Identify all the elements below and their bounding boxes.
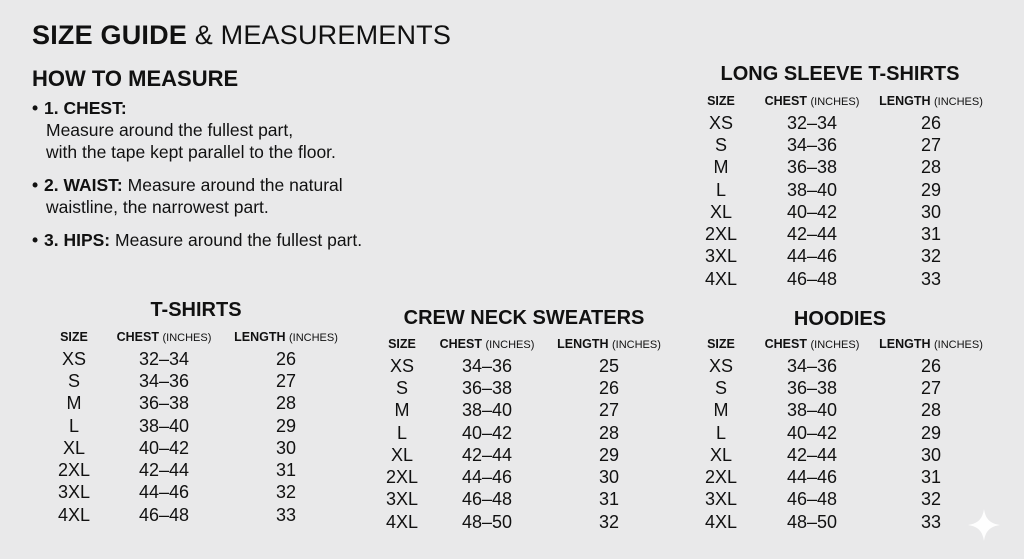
size-cell: 4XL: [704, 268, 738, 289]
length-cell: 29: [598, 444, 620, 465]
chest-cell: 34–36: [138, 370, 190, 391]
size-cell: 4XL: [57, 504, 91, 525]
tip-hips: [32, 229, 362, 251]
length-cell: 26: [275, 348, 297, 369]
size-cell: S: [714, 134, 727, 155]
page-title-rest: & MEASUREMENTS: [194, 20, 452, 50]
table-row: [48, 393, 344, 415]
tshirts-table: [48, 299, 344, 526]
chest-cell: 42–44: [138, 460, 190, 481]
page-title-strong: SIZE GUIDE: [32, 20, 188, 50]
header-row: [48, 326, 344, 348]
table-row: [382, 422, 666, 444]
length-column-header: [228, 326, 344, 348]
table-row: [696, 377, 984, 399]
chest-cell: 42–44: [786, 224, 838, 245]
chest-column-header: [422, 333, 552, 355]
size-column-header: SIZE: [707, 94, 735, 108]
length-cell: 27: [920, 134, 942, 155]
chest-cell: 40–42: [786, 201, 838, 222]
chest-header-label: CHEST: [116, 330, 159, 344]
chest-column-header: [746, 333, 878, 355]
header-row: [382, 333, 666, 355]
chest-cell: 40–42: [461, 422, 513, 443]
table-row: [696, 444, 984, 466]
bullet-icon: •: [32, 230, 39, 250]
tip-chest: [32, 97, 362, 163]
crew-neck-table: [382, 307, 666, 533]
chest-cell: 48–50: [786, 511, 838, 532]
table-title: CREW NECK SWEATERS: [403, 307, 645, 329]
table-row: [48, 437, 344, 459]
chest-cell: 44–46: [786, 246, 838, 267]
length-cell: 28: [275, 393, 297, 414]
size-cell: L: [715, 179, 726, 200]
size-cell: XS: [61, 348, 86, 369]
size-cell: M: [66, 393, 82, 414]
length-cell: 30: [275, 437, 297, 458]
hoodies-table: [696, 308, 984, 533]
unit-label: (INCHES): [810, 339, 860, 351]
table-row: [696, 246, 984, 268]
header-row: [696, 90, 984, 112]
chest-cell: 42–44: [786, 444, 838, 465]
size-cell: M: [394, 400, 410, 421]
length-cell: 32: [920, 489, 942, 510]
size-cell: XL: [390, 444, 414, 465]
size-cell: XL: [709, 201, 733, 222]
table-title: T-SHIRTS: [150, 299, 242, 321]
table-row: [48, 482, 344, 504]
chest-cell: 38–40: [461, 400, 513, 421]
table-row: [382, 489, 666, 511]
unit-label: (INCHES): [288, 332, 338, 344]
table-row: [48, 348, 344, 370]
tip-waist: [32, 174, 362, 218]
chest-cell: 44–46: [138, 482, 190, 503]
size-cell: L: [68, 415, 79, 436]
chest-cell: 36–38: [786, 157, 838, 178]
length-header-label: LENGTH: [879, 337, 931, 351]
tip-line: Measure around the fullest part.: [115, 230, 363, 250]
length-cell: 25: [598, 355, 620, 376]
table-row: [382, 400, 666, 422]
size-cell: S: [714, 377, 727, 398]
size-cell: XS: [708, 112, 733, 133]
chest-cell: 40–42: [786, 422, 838, 443]
length-cell: 27: [598, 400, 620, 421]
unit-label: (INCHES): [810, 96, 860, 108]
chest-cell: 44–46: [786, 467, 838, 488]
chest-cell: 44–46: [461, 467, 513, 488]
tip-title: 1. CHEST:: [44, 98, 127, 118]
tip-line: Measure around the fullest part,: [46, 120, 294, 140]
table-row: [696, 355, 984, 377]
length-cell: 32: [275, 482, 297, 503]
sparkle-icon: [966, 507, 1002, 543]
table-row: [48, 459, 344, 481]
length-column-header: [878, 90, 984, 112]
length-cell: 28: [598, 422, 620, 443]
length-cell: 30: [920, 201, 942, 222]
chest-cell: 34–36: [786, 355, 838, 376]
unit-label: (INCHES): [611, 339, 661, 351]
size-cell: L: [715, 422, 726, 443]
length-column-header: [552, 333, 666, 355]
page-title: [32, 20, 451, 51]
header-row: [696, 333, 984, 355]
table-row: [382, 355, 666, 377]
length-cell: 28: [920, 400, 942, 421]
table-row: [696, 223, 984, 245]
chest-cell: 42–44: [461, 444, 513, 465]
chest-cell: 38–40: [786, 400, 838, 421]
length-column-header: [878, 333, 984, 355]
unit-label: (INCHES): [162, 332, 212, 344]
size-cell: 3XL: [57, 482, 91, 503]
table-row: [696, 157, 984, 179]
size-column-header: SIZE: [388, 337, 416, 351]
size-cell: 2XL: [385, 467, 419, 488]
table-row: [382, 444, 666, 466]
size-cell: 2XL: [57, 460, 91, 481]
length-header-label: LENGTH: [557, 337, 609, 351]
chest-header-label: CHEST: [764, 337, 807, 351]
length-cell: 32: [598, 511, 620, 532]
table-row: [48, 415, 344, 437]
long-sleeve-table: [696, 63, 984, 290]
table-row: [696, 400, 984, 422]
chest-cell: 46–48: [461, 489, 513, 510]
unit-label: (INCHES): [933, 96, 983, 108]
length-header-label: LENGTH: [879, 94, 931, 108]
tip-line: with the tape kept parallel to the floor.: [46, 142, 336, 162]
size-cell: M: [713, 157, 729, 178]
chest-column-header: [746, 90, 878, 112]
length-cell: 29: [275, 415, 297, 436]
size-cell: 4XL: [385, 511, 419, 532]
chest-cell: 46–48: [786, 489, 838, 510]
chest-cell: 36–38: [786, 377, 838, 398]
length-cell: 26: [920, 112, 942, 133]
table-row: [382, 511, 666, 533]
table-title: HOODIES: [793, 308, 887, 330]
chest-cell: 32–34: [786, 112, 838, 133]
tip-title: 3. HIPS:: [44, 230, 111, 250]
bullet-icon: •: [32, 175, 39, 195]
length-cell: 27: [920, 377, 942, 398]
size-cell: XL: [709, 444, 733, 465]
size-cell: S: [67, 370, 80, 391]
table-row: [382, 466, 666, 488]
length-cell: 33: [920, 268, 942, 289]
chest-cell: 46–48: [138, 504, 190, 525]
chest-cell: 36–38: [138, 393, 190, 414]
unit-label: (INCHES): [485, 339, 535, 351]
table-row: [696, 179, 984, 201]
chest-header-label: CHEST: [764, 94, 807, 108]
table-row: [696, 268, 984, 290]
chest-cell: 32–34: [138, 348, 190, 369]
length-cell: 27: [275, 370, 297, 391]
length-cell: 33: [275, 504, 297, 525]
length-cell: 28: [920, 157, 942, 178]
table-row: [696, 489, 984, 511]
chest-cell: 46–48: [786, 268, 838, 289]
length-cell: 30: [598, 467, 620, 488]
size-cell: 3XL: [385, 489, 419, 510]
size-cell: XS: [389, 355, 414, 376]
length-cell: 32: [920, 246, 942, 267]
size-cell: M: [713, 400, 729, 421]
bullet-icon: •: [32, 98, 39, 118]
chest-cell: 40–42: [138, 437, 190, 458]
length-cell: 31: [598, 489, 620, 510]
size-cell: S: [395, 377, 408, 398]
chest-cell: 34–36: [461, 355, 513, 376]
how-to-measure-heading: HOW TO MEASURE: [32, 66, 239, 91]
tip-line: waistline, the narrowest part.: [46, 197, 269, 217]
table-row: [696, 112, 984, 134]
size-table-grid: [696, 333, 984, 533]
length-header-label: LENGTH: [234, 330, 286, 344]
tip-line: Measure around the natural: [127, 175, 343, 195]
size-table-grid: [696, 90, 984, 290]
length-cell: 29: [920, 422, 942, 443]
size-column-header: SIZE: [60, 330, 88, 344]
size-cell: 2XL: [704, 467, 738, 488]
size-table-grid: [48, 326, 344, 526]
length-cell: 33: [920, 511, 942, 532]
length-cell: 30: [920, 444, 942, 465]
size-column-header: SIZE: [707, 337, 735, 351]
tip-title: 2. WAIST:: [44, 175, 123, 195]
table-row: [696, 422, 984, 444]
table-row: [696, 466, 984, 488]
chest-cell: 36–38: [461, 377, 513, 398]
length-cell: 26: [598, 377, 620, 398]
table-row: [48, 370, 344, 392]
chest-cell: 34–36: [786, 134, 838, 155]
size-cell: 3XL: [704, 489, 738, 510]
table-row: [48, 504, 344, 526]
size-cell: XL: [62, 437, 86, 458]
size-cell: 3XL: [704, 246, 738, 267]
table-row: [696, 511, 984, 533]
size-cell: XS: [708, 355, 733, 376]
length-cell: 26: [920, 355, 942, 376]
size-cell: L: [396, 422, 407, 443]
measure-tips: [32, 97, 362, 262]
length-cell: 31: [920, 467, 942, 488]
chest-column-header: [100, 326, 228, 348]
size-table-grid: [382, 333, 666, 533]
chest-header-label: CHEST: [439, 337, 482, 351]
size-cell: 2XL: [704, 224, 738, 245]
chest-cell: 38–40: [786, 179, 838, 200]
table-title: LONG SLEEVE T-SHIRTS: [720, 63, 960, 85]
length-cell: 31: [275, 460, 297, 481]
length-cell: 31: [920, 224, 942, 245]
size-cell: 4XL: [704, 511, 738, 532]
length-cell: 29: [920, 179, 942, 200]
chest-cell: 48–50: [461, 511, 513, 532]
table-row: [696, 201, 984, 223]
table-row: [696, 134, 984, 156]
unit-label: (INCHES): [933, 339, 983, 351]
table-row: [382, 377, 666, 399]
chest-cell: 38–40: [138, 415, 190, 436]
